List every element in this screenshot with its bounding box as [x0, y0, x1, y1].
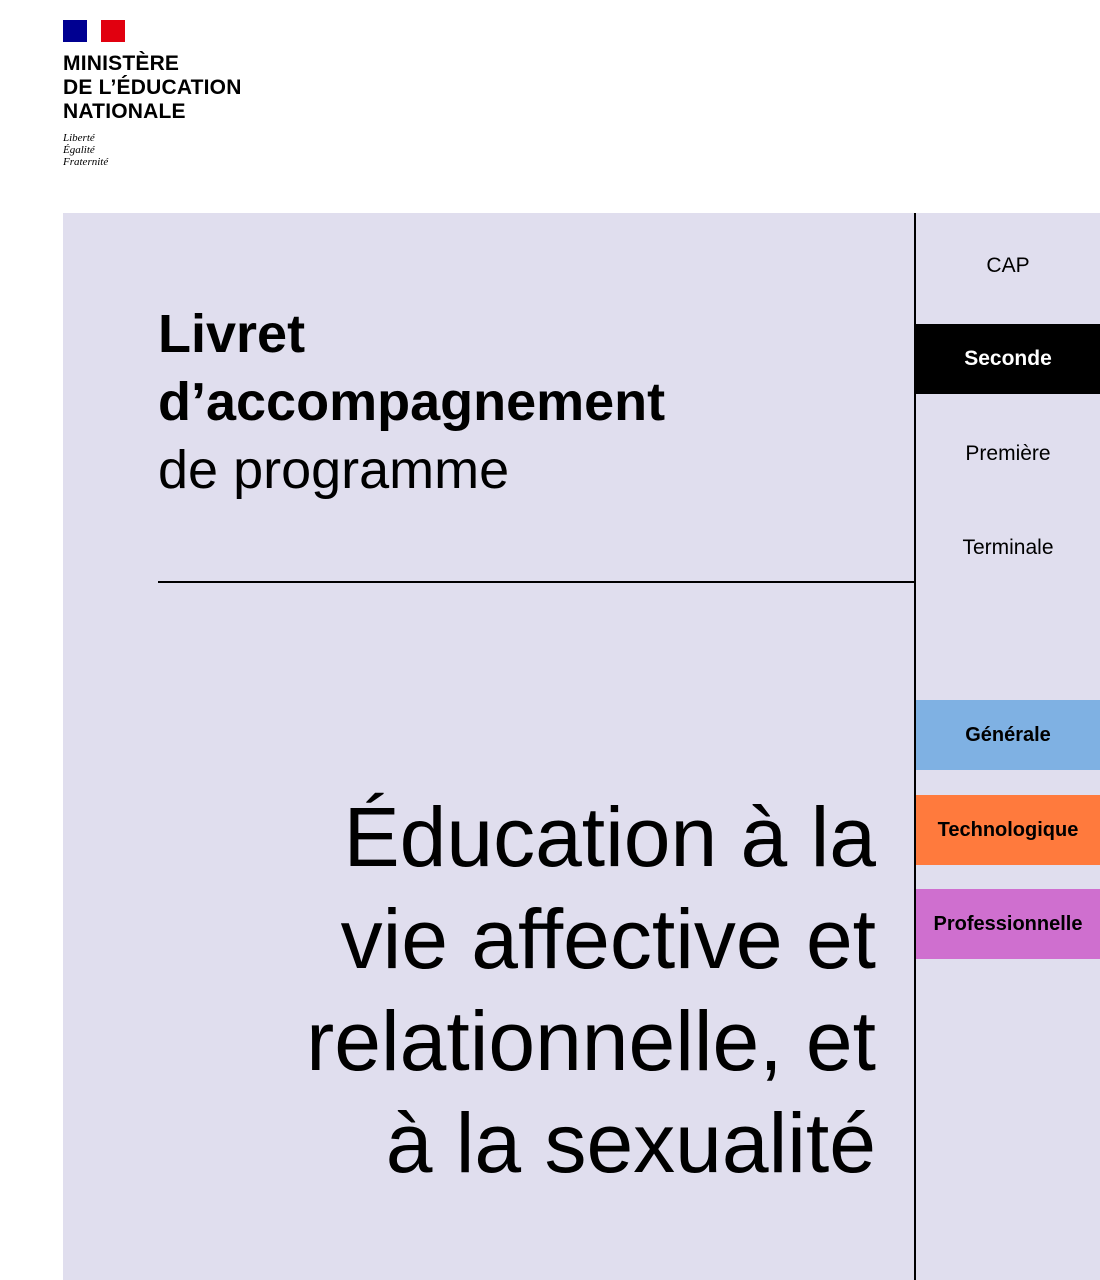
motto-line-1: Liberté	[63, 132, 95, 144]
document-title	[120, 786, 876, 1194]
ministry-logo	[63, 20, 242, 168]
level-cap[interactable]: CAP	[986, 254, 1030, 277]
document-type-heading	[158, 300, 898, 504]
track-professionnelle[interactable]: Professionnelle	[916, 889, 1100, 959]
ministry-name	[63, 52, 242, 124]
level-premiere[interactable]: Première	[965, 442, 1051, 465]
title-line-2: vie affective et	[340, 892, 876, 986]
marianne-flag-icon	[63, 20, 125, 42]
motto-line-3: Fraternité	[63, 156, 109, 168]
ministry-line-3: NATIONALE	[63, 100, 186, 123]
livret-word: Livret	[158, 304, 306, 364]
republic-motto	[63, 132, 242, 168]
heading-divider	[158, 581, 915, 583]
track-generale[interactable]: Générale	[916, 700, 1100, 770]
ministry-line-1: MINISTÈRE	[63, 52, 180, 75]
title-line-1: Éducation à la	[343, 790, 876, 884]
track-technologique[interactable]: Technologique	[916, 795, 1100, 865]
flag-white-stripe	[87, 20, 101, 42]
motto-line-2: Égalité	[63, 144, 95, 156]
ministry-line-2: DE L’ÉDUCATION	[63, 76, 242, 99]
title-line-3: relationnelle, et	[306, 994, 876, 1088]
accompagnement-word: d’accompagnement	[158, 372, 666, 432]
flag-blue-stripe	[63, 20, 87, 42]
level-seconde[interactable]: Seconde	[916, 324, 1100, 394]
title-line-4: à la sexualité	[385, 1096, 876, 1190]
level-terminale[interactable]: Terminale	[962, 536, 1054, 559]
programme-line: de programme	[158, 440, 510, 500]
flag-red-stripe	[101, 20, 125, 42]
